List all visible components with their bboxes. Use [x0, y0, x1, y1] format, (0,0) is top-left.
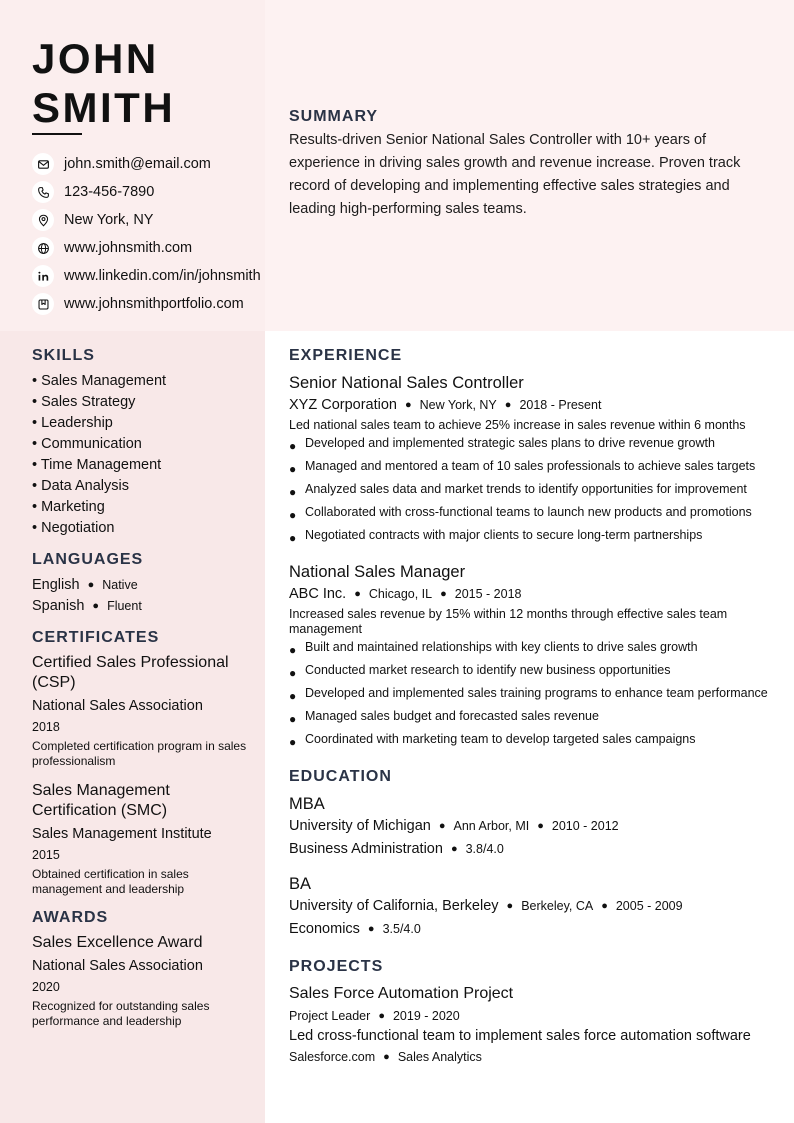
section-title: EDUCATION: [289, 768, 392, 785]
contact-location: [32, 206, 282, 234]
contact-text: www.linkedin.com/in/johnsmith: [64, 268, 261, 284]
award-year: 2020: [32, 980, 60, 994]
education-dates: 2005 - 2009: [615, 899, 683, 913]
job-meta: ABC Inc. ● Chicago, IL ● 2015 - 2018: [289, 586, 522, 602]
job-bullet: ● Conducted market research to identify new business opportunities: [289, 663, 671, 680]
contact-text: www.johnsmith.com: [64, 240, 193, 256]
job-location: New York, NY: [419, 398, 497, 412]
award-desc: Recognized for outstanding sales performance and leadership: [32, 999, 210, 1028]
last-name: SMITH: [32, 84, 176, 131]
job-item: [289, 562, 771, 750]
job-company: ABC Inc.: [289, 586, 347, 602]
section-title: PROJECTS: [289, 958, 384, 975]
education-item: [289, 794, 771, 860]
certificate-item: [32, 653, 247, 769]
job-location: Chicago, IL: [368, 587, 433, 601]
project-item: [289, 984, 771, 1065]
job-bullets: [289, 436, 771, 546]
education-school: University of California, Berkeley: [289, 898, 499, 914]
section-title: SUMMARY: [289, 108, 379, 125]
award-item: [32, 933, 247, 1029]
education-field: Business Administration: [289, 841, 443, 857]
education-gpa: 3.8/4.0: [465, 842, 504, 856]
section-title: LANGUAGES: [32, 551, 144, 568]
project-name: Sales Force Automation Project: [289, 985, 514, 1002]
linkedin-icon: [32, 265, 54, 287]
language-name: Spanish: [32, 598, 85, 614]
certificate-desc: Obtained certification in sales management and leadership: [32, 867, 189, 896]
skill-item: • Leadership: [32, 415, 113, 431]
language-item: English ● Native: [32, 577, 138, 593]
certificate-year: 2015: [32, 848, 60, 862]
globe-icon: [32, 237, 54, 259]
education-item: [289, 874, 771, 940]
certificate-name: Certified Sales Professional (CSP): [32, 654, 229, 691]
left-column: [32, 347, 247, 1041]
education-location: Berkeley, CA: [521, 899, 594, 913]
certificate-name: Sales Management Certification (SMC): [32, 782, 170, 819]
education-degree: BA: [289, 875, 312, 893]
education-school: University of Michigan: [289, 818, 431, 834]
phone-icon: [32, 181, 54, 203]
contact-phone[interactable]: [32, 178, 282, 206]
job-title: Senior National Sales Controller: [289, 374, 524, 392]
award-name: Sales Excellence Award: [32, 934, 203, 951]
skill-item: • Sales Strategy: [32, 394, 136, 410]
skill-item: • Marketing: [32, 499, 105, 515]
education-dates: 2010 - 2012: [551, 819, 619, 833]
contact-text: New York, NY: [64, 212, 154, 228]
certificates-section: [32, 629, 247, 897]
summary-section: [289, 108, 769, 221]
contact-text: john.smith@email.com: [64, 156, 211, 172]
education-school-line: University of Michigan ● Ann Arbor, MI ● 2010 - 2012: [289, 818, 619, 834]
contact-website[interactable]: [32, 234, 282, 262]
certificate-item: [32, 781, 247, 897]
education-field-line: Economics ● 3.5/4.0: [289, 921, 421, 937]
skill-item: • Negotiation: [32, 520, 115, 536]
job-bullets: [289, 640, 771, 750]
mail-icon: [32, 153, 54, 175]
awards-section: [32, 909, 247, 1029]
job-bullet: ● Negotiated contracts with major clients to secure long-term partnerships: [289, 528, 703, 545]
skill-item: • Sales Management: [32, 373, 167, 389]
language-level: Native: [102, 578, 138, 592]
language-name: English: [32, 577, 80, 593]
name-divider: [32, 133, 82, 135]
job-dates: 2015 - 2018: [454, 587, 522, 601]
project-tags: Salesforce.com ● Sales Analytics: [289, 1050, 482, 1064]
portfolio-icon: [32, 293, 54, 315]
job-bullet: ● Built and maintained relationships with key clients to drive sales growth: [289, 640, 698, 657]
education-gpa: 3.5/4.0: [382, 922, 421, 936]
job-bullet: ● Developed and implemented sales training programs to enhance team performance: [289, 686, 768, 703]
award-org: National Sales Association: [32, 958, 203, 974]
right-column: [289, 347, 771, 1083]
project-dates: 2019 - 2020: [392, 1009, 460, 1023]
section-title: CERTIFICATES: [32, 629, 160, 646]
job-bullet: ● Collaborated with cross-functional teams to launch new products and promotions: [289, 505, 752, 522]
job-title: National Sales Manager: [289, 563, 466, 581]
job-dates: 2018 - Present: [519, 398, 602, 412]
section-title: EXPERIENCE: [289, 347, 403, 364]
section-title: SKILLS: [32, 347, 95, 364]
education-location: Ann Arbor, MI: [453, 819, 530, 833]
skills-section: [32, 347, 247, 539]
job-bullet: ● Managed and mentored a team of 10 sales professionals to achieve sales targets: [289, 459, 756, 476]
certificate-org: National Sales Association: [32, 698, 203, 714]
job-item: [289, 373, 771, 546]
contact-text: www.johnsmithportfolio.com: [64, 296, 244, 312]
certificate-org: Sales Management Institute: [32, 826, 212, 842]
skill-item: • Time Management: [32, 457, 162, 473]
section-title: AWARDS: [32, 909, 109, 926]
education-school-line: University of California, Berkeley ● Berkeley, CA ● 2005 - 2009: [289, 898, 683, 914]
contact-email[interactable]: [32, 150, 282, 178]
job-bullet: ● Coordinated with marketing team to develop targeted sales campaigns: [289, 732, 696, 749]
education-section: [289, 768, 771, 940]
contact-linkedin[interactable]: [32, 262, 282, 290]
summary-text: Results-driven Senior National Sales Controller with 10+ years of experience in driving sales growth and revenue increase. Proven track record of developing and implementing effective sales strategies and leading high-performing sales teams.: [289, 132, 741, 217]
certificate-year: 2018: [32, 720, 60, 734]
job-bullet: ● Analyzed sales data and market trends to identify opportunities for improvement: [289, 482, 747, 499]
project-desc: Led cross-functional team to implement sales force automation software: [289, 1028, 751, 1044]
skill-item: • Data Analysis: [32, 478, 129, 494]
job-bullet: ● Managed sales budget and forecasted sales revenue: [289, 709, 599, 726]
certificate-desc: Completed certification program in sales professionalism: [32, 739, 247, 768]
contact-portfolio[interactable]: [32, 290, 282, 318]
language-item: Spanish ● Fluent: [32, 598, 142, 614]
project-tag: Sales Analytics: [397, 1050, 482, 1064]
job-company: XYZ Corporation: [289, 397, 397, 413]
languages-section: [32, 551, 247, 617]
job-bullet: ● Developed and implemented strategic sales plans to drive revenue growth: [289, 436, 715, 453]
project-tag: Salesforce.com: [289, 1050, 376, 1064]
candidate-name: [32, 34, 175, 132]
education-degree: MBA: [289, 795, 325, 813]
skill-item: • Communication: [32, 436, 142, 452]
job-meta: XYZ Corporation ● New York, NY ● 2018 - Present: [289, 397, 602, 413]
project-role-line: Project Leader ● 2019 - 2020: [289, 1009, 460, 1023]
projects-section: [289, 958, 771, 1065]
contact-list: [32, 150, 282, 318]
job-desc: Increased sales revenue by 15% within 12 months through effective sales team management: [289, 607, 728, 636]
language-level: Fluent: [107, 599, 142, 613]
contact-text: 123-456-7890: [64, 184, 155, 200]
first-name: JOHN: [32, 35, 159, 82]
skills-list: [32, 371, 247, 539]
project-role: Project Leader: [289, 1009, 371, 1023]
experience-section: [289, 347, 771, 750]
education-field-line: Business Administration ● 3.8/4.0: [289, 841, 504, 857]
education-field: Economics: [289, 921, 360, 937]
job-desc: Led national sales team to achieve 25% increase in sales revenue within 6 months: [289, 418, 746, 432]
location-pin-icon: [32, 209, 54, 231]
